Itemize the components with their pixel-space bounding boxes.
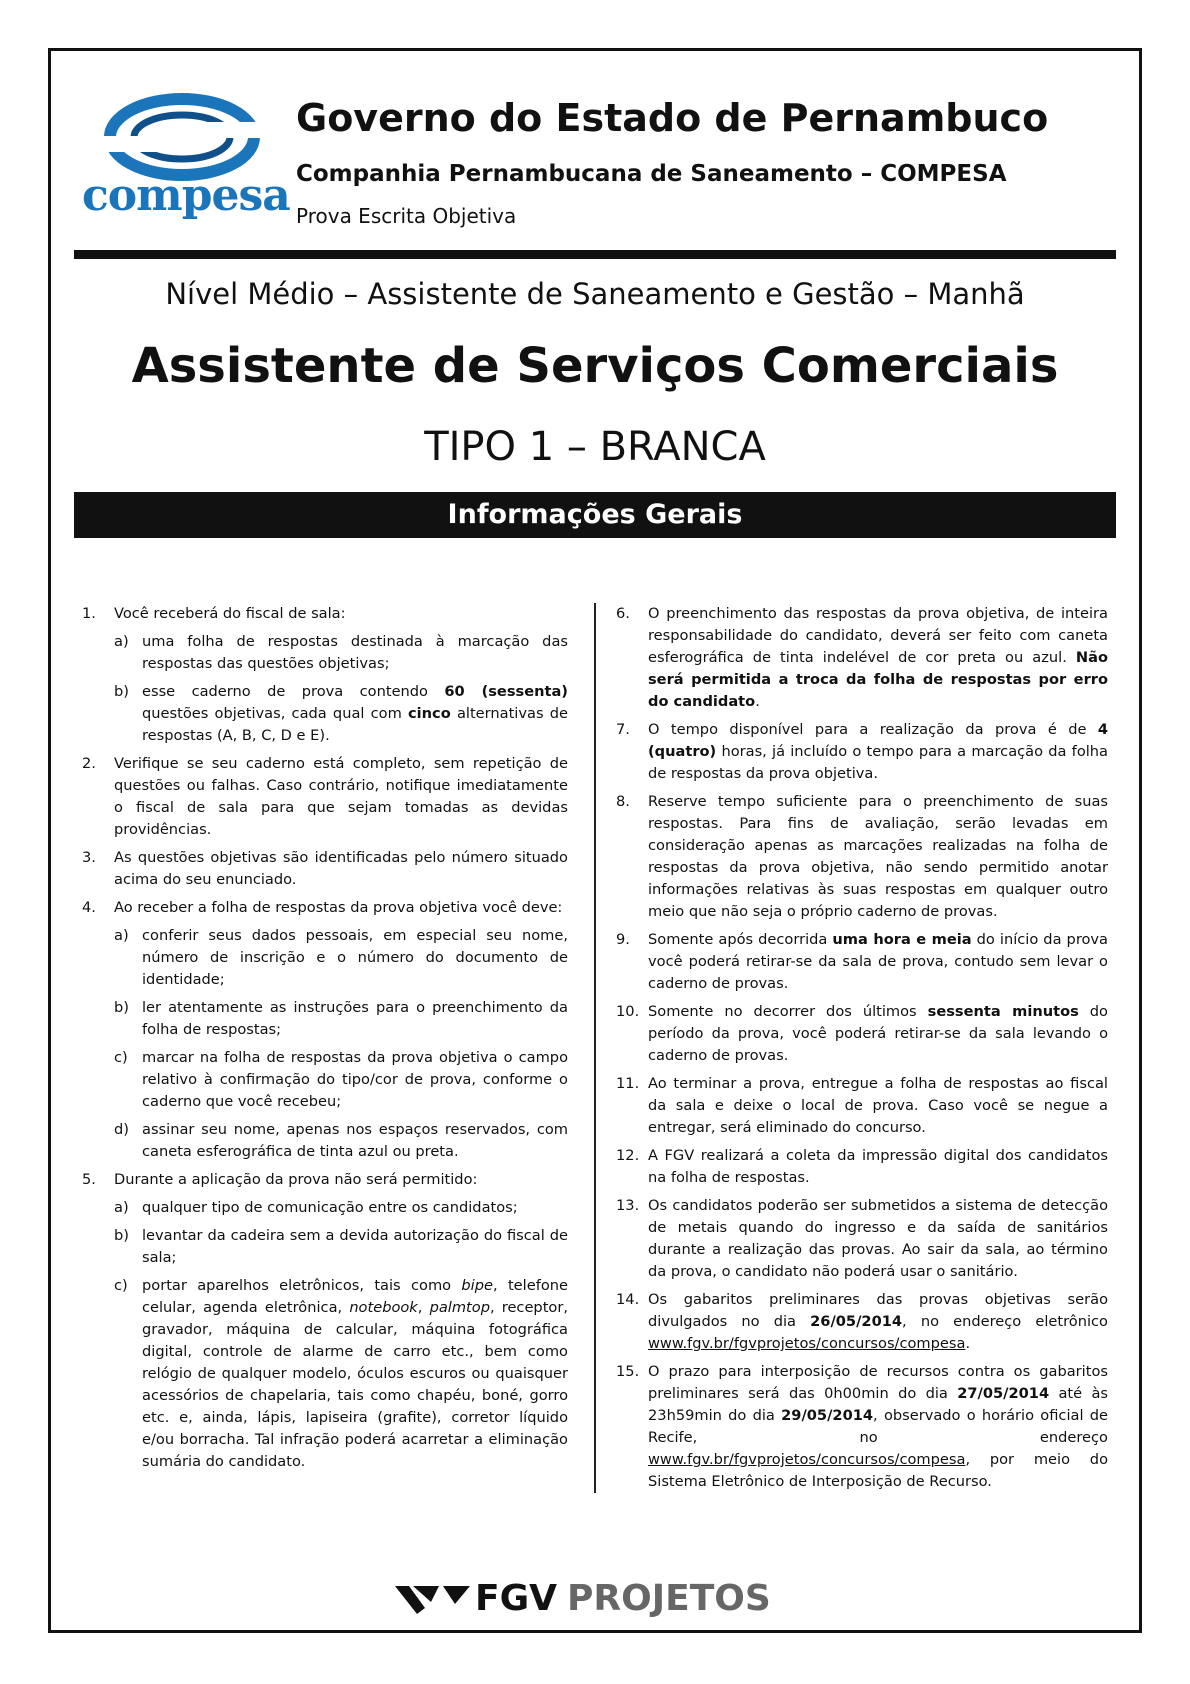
list-item: 10. Somente no decorrer dos últimos sessenta minutos do período da prova, você poderá retirar-se da sala levando o caderno de provas. — [616, 1003, 1108, 1064]
sub-item: b) esse caderno de prova contendo 60 (sessenta) questões objetivas, cada qual com cinco alternativas de respostas (A, B, C, D e E). — [114, 683, 568, 744]
sub-item: b) levantar da cadeira sem a devida autorização do fiscal de sala; — [114, 1227, 568, 1266]
list-item: 4. Ao receber a folha de respostas da prova objetiva você deve: a) conferir seus dados pessoais, em especial seu nome, número de inscrição e o número do documento de identidade; b) ler atentamente as instruções para o preenchimento da folha de respostas; c) marcar na folha de respostas da prova objetiva o campo relativo à confirmação do tipo/cor de prova, conforme o caderno que você recebeu; d) assinar seu nome, apenas nos espaços reservados, com caneta esferográfica de tinta azul ou preta. — [82, 897, 568, 1163]
compesa-logo — [82, 92, 290, 232]
sub-item: c) marcar na folha de respostas da prova objetiva o campo relativo à confirmação do tipo/cor de prova, conforme o caderno que você recebeu; — [114, 1049, 568, 1110]
list-item: 3. As questões objetivas são identificadas pelo número situado acima do seu enunciado. — [82, 849, 568, 888]
exam-type: TIPO 1 – BRANCA — [424, 424, 766, 470]
list-item: 12. A FGV realizará a coleta da impressão digital dos candidatos na folha de respostas. — [616, 1147, 1108, 1186]
right-column — [616, 603, 1108, 1499]
column-divider — [594, 603, 596, 1493]
list-item: 9. Somente após decorrida uma hora e meia do início da prova você poderá retirar-se da sala de prova, contudo sem levar o caderno de provas. — [616, 931, 1109, 992]
compesa-swirl-icon — [82, 92, 282, 182]
list-item: 2. Verifique se seu caderno está completo, sem repetição de questões ou falhas. Caso contrário, notifique imediatamente o fiscal de sala para que sejam tomadas as devidas providências. — [82, 755, 568, 838]
sub-item: b) ler atentamente as instruções para o preenchimento da folha de respostas; — [114, 999, 568, 1038]
fgv-projetos-logo — [395, 1578, 795, 1618]
list-item: 1. Você receberá do fiscal de sala: a) uma folha de respostas destinada à marcação das respostas das questões objetivas; b) esse caderno de prova contendo 60 (sessenta) questões objetivas, cada qual com cinco alternativas de respostas (A, B, C, D e E). — [82, 603, 568, 747]
list-item: 6. O preenchimento das respostas da prova objetiva, de inteira responsabilidade do candidato, deverá ser feito com caneta esferográfica de tinta indelével de cor preta ou azul. Não será permitida a troca da folha de respostas por erro do candidato. — [616, 605, 1108, 710]
list-item: 15. O prazo para interposição de recursos contra os gabaritos preliminares será das 0h00min do dia 27/05/2014 até às 23h59min do dia 29/05/2014, observado o horário oficial de Recife, no endereço www.fgv.br/fgvprojetos/concursos/compesa, por meio do Sistema Eletrônico de Interposição de Recurso. — [616, 1363, 1108, 1490]
list-item: 14. Os gabaritos preliminares das provas objetivas serão divulgados no dia 26/05/2014, no endereço eletrônico www.fgv.br/fgvprojetos/concursos/compesa. — [616, 1291, 1108, 1352]
list-item: 8. Reserve tempo suficiente para o preenchimento de suas respostas. Para fins de avaliação, serão levadas em consideração apenas as marcações realizadas na folha de respostas da prova objetiva, não sendo permitido anotar informações relativas às suas respostas em qualquer outro meio que não seja o próprio caderno de provas. — [616, 793, 1108, 920]
sub-item: a) conferir seus dados pessoais, em especial seu nome, número de inscrição e o número do documento de identidade; — [114, 927, 568, 988]
logo-wordmark: compesa — [82, 170, 290, 221]
sub-item: c) portar aparelhos eletrônicos, tais como bipe, telefone celular, agenda eletrônica, notebook, palmtop, receptor, gravador, máquina de calcular, máquina fotográfica digital, controle de alarme de carro etc., bem como relógio de qualquer modelo, óculos escuros ou quaisquer acessórios de chapelaria, tais como chapéu, boné, gorro etc. e, ainda, lápis, lapiseira (grafite), corretor líquido e/ou borracha. Tal infração poderá acarretar a eliminação sumária do candidato. — [114, 1277, 568, 1470]
company-name: Companhia Pernambucana de Saneamento – COMPESA — [296, 161, 1007, 187]
sub-item: d) assinar seu nome, apenas nos espaços reservados, com caneta esferográfica de tinta azul ou preta. — [114, 1121, 568, 1160]
header-rule — [74, 250, 1116, 259]
position-title: Assistente de Serviços Comerciais — [131, 338, 1059, 394]
sub-item: a) qualquer tipo de comunicação entre os candidatos; — [114, 1199, 518, 1216]
exam-kind: Prova Escrita Objetiva — [296, 204, 517, 228]
list-item: 5. Durante a aplicação da prova não será permitido: a) qualquer tipo de comunicação entre os candidatos; b) levantar da cadeira sem a devida autorização do fiscal de sala; c) portar aparelhos eletrônicos, tais como bipe, telefone celular, agenda eletrônica, notebook, palmtop, receptor, gravador, máquina de calcular, máquina fotográfica digital, controle de alarme de carro etc., bem como relógio de qualquer modelo, óculos escuros ou quaisquer acessórios de chapelaria, tais como chapéu, boné, gorro etc. e, ainda, lápis, lapiseira (grafite), corretor líquido e/ou borracha. Tal infração poderá acarretar a eliminação sumária do candidato. — [82, 1169, 568, 1473]
level-line: Nível Médio – Assistente de Saneamento e Gestão – Manhã — [165, 277, 1025, 311]
sub-item: a) uma folha de respostas destinada à marcação das respostas das questões objetivas; — [114, 633, 568, 672]
list-item: 13. Os candidatos poderão ser submetidos a sistema de detecção de metais quando do ingresso e da saída de sanitários durante a realização das provas. Ao sair da sala, ao término da prova, o candidato não poderá usar o sanitário. — [616, 1197, 1108, 1280]
left-column — [82, 603, 568, 1479]
projetos-text: PROJETOS — [567, 1578, 771, 1619]
list-item: 7. O tempo disponível para a realização da prova é de 4 (quatro) horas, já incluído o tempo para a marcação da folha de respostas da prova objetiva. — [616, 721, 1108, 782]
fgv-text: FGV — [475, 1578, 558, 1619]
fgv-chevron-icon — [395, 1584, 470, 1614]
section-banner: Informações Gerais — [74, 492, 1116, 538]
results-link[interactable]: www.fgv.br/fgvprojetos/concursos/compesa — [648, 1335, 966, 1352]
appeals-link[interactable]: www.fgv.br/fgvprojetos/concursos/compesa — [648, 1451, 966, 1468]
government-title: Governo do Estado de Pernambuco — [296, 96, 1049, 140]
list-item: 11. Ao terminar a prova, entregue a folha de respostas ao fiscal da sala e deixe o local de prova. Caso você se negue a entregar, será eliminado do concurso. — [616, 1075, 1108, 1136]
